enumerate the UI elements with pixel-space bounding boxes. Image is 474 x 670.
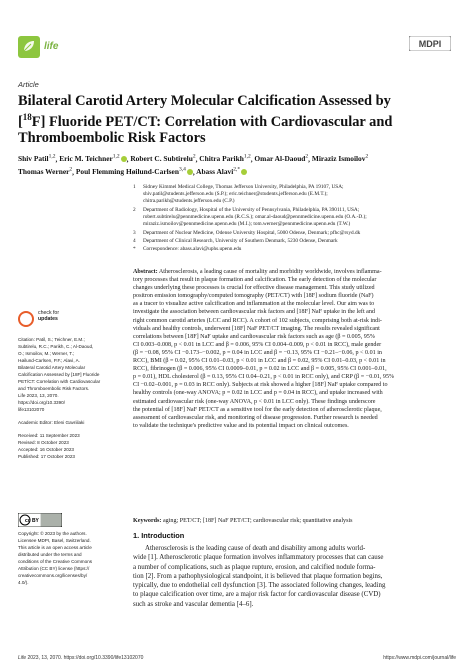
check-updates-link[interactable] — [38, 310, 59, 323]
author — [254, 154, 308, 163]
affiliation-line: Department of Clinical Research, University of Southern Denmark, 5230 Odense, Denmark — [143, 237, 338, 244]
section-heading-introduction: 1. Introduction — [133, 531, 185, 540]
abstract-text: CI 0.003–0.008, p < 0.01 in LCC and β = 0.006, 95% CI 0.004–0.009, p < 0.01 in RCC), male gender — [133, 341, 382, 348]
author — [312, 154, 368, 163]
abstract-line — [133, 357, 456, 365]
abstract-line — [133, 268, 456, 276]
affiliations — [133, 184, 453, 255]
copyright-line: This article is an open access article — [18, 545, 92, 550]
intro-line: to plaque calcification over time, are a major risk factor for cardiovascular disease (CVD) — [133, 591, 381, 599]
copyright-line: Licensee MDPI, Basel, Switzerland. — [18, 538, 91, 543]
citation-line: Life 2023, 13, 2070. — [18, 393, 59, 398]
author-name: Poul Flemming Høilund-Carlsen — [75, 167, 179, 177]
author-affiliation-marker: 1,2 — [48, 154, 56, 160]
author — [59, 154, 126, 163]
check-updates-line-1: check for — [38, 310, 60, 316]
author — [130, 154, 195, 163]
check-updates-icon[interactable] — [18, 311, 34, 327]
abstract-text: Atherosclerosis, a leading cause of mortality and morbidity worldwide, involves inflamma- — [158, 269, 382, 275]
abstract-text: as a tracer to visualize active calcification and inflammation at the molecular level. Our aim was to — [133, 301, 375, 308]
abstract-text: investigate the association between cardiovascular risk factors and [18F] NaF uptake in the left and — [133, 309, 375, 316]
author — [196, 167, 247, 176]
abstract-line — [133, 300, 456, 308]
copyright-line: Copyright: © 2023 by the authors. — [18, 531, 87, 536]
check-updates-line-2: updates — [38, 316, 58, 323]
journal-name: life — [44, 41, 59, 52]
title-bracket: [ — [18, 113, 23, 130]
affiliation-line: shiv.patil@students.jefferson.edu (S.P.); eric.teichner@students.jefferson.edu (E.M.T.); — [143, 191, 328, 198]
abstract-text: the potential of [18F] NaF PET/CT as a sensitive tool for the early detection of atherosclerotic plaque, — [133, 406, 382, 413]
abstract-line — [133, 365, 456, 373]
author-line-2: Thomas Werner$^2$, Poul Flemming Høilund-Carlsen$^{3,4}$ , Abass Alavi$^{2,*}$ — [18, 165, 458, 178]
citation-line: Høilund-Carlsen, P.F.; Alavi, A. — [18, 358, 80, 363]
intro-line: wide [1]. Atherosclerotic plaque formation involves inflammatory processes that can cause — [133, 554, 384, 562]
footer-journal: Life — [18, 655, 27, 661]
affiliation-line: Department of Radiology, Hospital of the University of Pennsylvania, Philadelphia, PA 390111, USA; — [143, 206, 360, 213]
author-affiliation-marker: 2 — [192, 154, 196, 160]
intro-line: a number of complications, such as plaque rupture, erosion, and calcified nodule forma- — [133, 563, 376, 571]
keywords — [133, 517, 456, 525]
paper-title — [18, 93, 458, 146]
publication-date: Accepted: 16 October 2023 — [18, 447, 74, 452]
author-affiliation-marker: 1,2 — [112, 154, 120, 160]
title-line-2 — [18, 109, 458, 130]
abstract-text: tory processes that result in plaque formation and calcification. The early detection of the molecular — [133, 277, 377, 284]
orcid-icon[interactable] — [121, 156, 127, 162]
abstract-text: p = 0.01), HDL cholesterol (β = 0.13, 95% CI 0.04–0.21, p < 0.01 in RCC only), and CRP (β = −0.01, 95% — [133, 374, 395, 381]
title-line-1: Bilateral Carotid Artery Molecular Calcification Assessed by — [18, 93, 391, 109]
abstract-line — [133, 406, 456, 414]
article-type: Article — [18, 80, 39, 89]
title-line-2-text: F] Fluoride PET/CT: Correlation with Cardiovascular and — [31, 113, 393, 130]
abstract-text: estimated cardiovascular risk (one-way ANOVA, p < 0.01 in LCC only). These findings underscore — [133, 398, 376, 405]
abstract-text: positron emission tomography/computed tomography (PET/CT) with [18F] sodium fluoride (NaF) — [133, 293, 374, 300]
affiliation-item — [133, 246, 453, 253]
citation-line: and Thromboembolic Risk Factors. — [18, 386, 90, 391]
copyright-line: 4.0/). — [18, 580, 29, 585]
abstract-text: changes underlying these processes is crucial for effective disease management. This study utilized — [133, 285, 375, 292]
leaf-icon — [20, 37, 38, 55]
citation-line: Bilateral Carotid Artery Molecular — [18, 365, 86, 370]
author — [18, 167, 72, 176]
abstract-line — [133, 389, 456, 397]
abstract-line — [133, 333, 456, 341]
intro-line: Atherosclerosis is the leading cause of death and disability among adults world- — [145, 545, 366, 552]
citation-line: Subtirelu, R.C.; Parikh, C.; Al-Daoud, — [18, 344, 94, 349]
affiliation-item — [133, 207, 453, 229]
abstract-line — [133, 292, 456, 300]
abstract-text: RCC), fibrinogen (β = 0.006, 95% CI 0.0009–0.01, p = 0.02 in LCC and β = 0.005, 95% CI 0.001–0.01, — [133, 366, 387, 373]
affiliation-number: 3 — [133, 229, 136, 236]
copyright-line: Attribution (CC BY) license (https:// — [18, 566, 90, 571]
abstract-text: CI −0.02–0.001, p = 0.03 in RCC only). Subjects at risk showed a higher [18F] NaF uptake compared to — [133, 382, 388, 389]
abstract-line — [133, 349, 456, 357]
abstract-text: to validate the technique's predictive value and its potential impact on clinical outcomes. — [133, 422, 349, 429]
abstract-line — [133, 317, 456, 325]
keywords-label: Keywords: — [133, 518, 162, 524]
author-name: Thomas Werner — [18, 167, 70, 177]
orcid-icon[interactable] — [241, 169, 247, 175]
affiliation-item — [133, 238, 453, 245]
citation-line: PET/CT: Correlation with Cardiovascular — [18, 379, 101, 384]
affiliation-item — [133, 184, 453, 206]
intro-line: typically, due to endothelial cell dysfunction [3]. The associated following changes, leading — [133, 582, 386, 590]
publication-dates — [18, 432, 118, 460]
publication-date: Revised: 8 October 2023 — [18, 440, 69, 445]
abstract-text: right common carotid arteries (LCC and RCC). A cohort of 102 subjects, comprising both at-risk indi- — [133, 317, 382, 324]
title-line-3: Thromboembolic Risk Factors — [18, 129, 206, 146]
intro-line: tion [2]. From a pathophysiological standpoint, it is believed that plaque formation begins, — [133, 572, 383, 580]
author-affiliation-marker: 2 — [69, 166, 73, 173]
footer-citation: 2023, 13, 2070. https://doi.org/10.3390/life13102070 — [26, 655, 144, 661]
affiliation-number: 1 — [133, 184, 136, 190]
citation-line: life13102070 — [18, 407, 45, 412]
mdpi-logo-text: MDPI — [418, 39, 442, 49]
author-affiliation-marker: 2,* — [233, 166, 241, 173]
abstract-line — [133, 325, 456, 333]
author-affiliation-marker: 2 — [305, 154, 309, 160]
author — [76, 167, 193, 176]
affiliation-number: 4 — [133, 237, 136, 244]
author-name: Robert C. Subtirelu — [130, 154, 193, 164]
author-affiliation-marker: 1,2 — [243, 154, 251, 160]
author-list — [18, 152, 458, 178]
copyright-notice — [18, 530, 118, 586]
affiliation-line: Department of Nuclear Medicine, Odense University Hospital, 5000 Odense, Denmark; pfhc@rsyd.dk — [143, 229, 361, 236]
abstract-line — [133, 398, 456, 406]
title-isotope: 18 — [22, 112, 32, 122]
abstract — [133, 268, 456, 430]
citation-line: https://doi.org/10.3390/ — [18, 400, 65, 405]
footer-journal-url[interactable]: https://www.mdpi.com/journal/life — [383, 655, 456, 661]
abstract-text: (β = −0.08, 95% CI −0.173–−0.002, p = 0.04 in LCC and β = −0.13, 95% CI −0.21–−0.06, p < 0.01 in — [133, 349, 382, 356]
copyright-line: distributed under the terms and — [18, 552, 82, 557]
affiliation-item — [133, 230, 453, 237]
author-name: Abass Alavi — [196, 167, 234, 177]
academic-editor: Academic Editor: Eleni Gavriilaki — [18, 420, 85, 425]
abstract-line — [133, 308, 456, 316]
intro-line: such as stroke and vascular dementia [4–6]. — [133, 600, 254, 608]
abstract-line — [133, 414, 456, 422]
abstract-line — [133, 381, 456, 389]
author-name: Miraziz Ismoilov — [311, 154, 366, 164]
author-name: Shiv Patil — [18, 154, 49, 164]
introduction-body — [133, 544, 456, 609]
author-name: Eric M. Teichner — [59, 154, 113, 164]
author — [18, 154, 55, 163]
copyright-line: creativecommons.org/licenses/by/ — [18, 573, 88, 578]
orcid-icon[interactable] — [187, 169, 193, 175]
affiliation-line: miraziz.ismoilov@pennmedicine.upenn.edu (M.I.); tom.werner@pennmedicine.upenn.edu (T.W.) — [143, 221, 351, 228]
abstract-text: assessment of cardiovascular risk, and monitoring of disease progression. Further research is needed — [133, 414, 378, 421]
abstract-line — [133, 284, 456, 292]
author-affiliation-marker: 3,4 — [178, 166, 186, 173]
citation-line: O.; Ismoilov, M.; Werner, T.; — [18, 351, 75, 356]
affiliation-line: robert.subtirelu@pennmedicine.upenn.edu (R.C.S.); omar.al-daoud@pennmedicine.upenn.edu (O.A.-D.); — [143, 214, 367, 220]
copyright-line: conditions of the Creative Commons — [18, 559, 93, 564]
publication-date: Published: 17 October 2023 — [18, 454, 75, 459]
sidebar-info — [18, 336, 118, 466]
author-line-1: Shiv Patil$^{1,2}$, Eric M. Teichner$^{1,2}$ , Robert C. Subtirelu$^2$, Chitra Parikh$^{1,2}$, Omar Al-Daoud$^2$, Miraziz Ismoilov$^2$ — [18, 154, 369, 164]
abstract-text: viduals and healthy controls, underwent [18F] NaF PET/CT imaging. The results revealed significant — [133, 325, 380, 332]
affiliation-number: 2 — [133, 206, 136, 213]
abstract-line — [133, 422, 456, 430]
author-affiliation-marker: 2 — [365, 154, 369, 160]
affiliation-line: Correspondence: abass.alavi@uphs.upenn.edu — [143, 246, 242, 253]
author — [199, 154, 250, 163]
citation-line: Citation: Patil, S.; Teichner, E.M.; — [18, 337, 85, 342]
publication-date: Received: 11 September 2023 — [18, 433, 80, 438]
abstract-text: correlations between [18F] NaF uptake and cardiovascular risk factors such as age (β = 0.005, 95% — [133, 333, 375, 340]
abstract-text: healthy controls (one-way ANOVA; p = 0.02 in LCC and p = 0.04 in RCC), and uptake increased with — [133, 390, 383, 397]
affiliation-number: * — [133, 246, 136, 253]
citation-line: Calcification Assessed by [18F] Fluoride — [18, 372, 100, 377]
cc-by-license-icon[interactable] — [18, 513, 62, 527]
author-name: Chitra Parikh — [199, 154, 244, 164]
abstract-label: Abstract: — [133, 269, 158, 275]
affiliation-line: chitra.parikh@students.jefferson.edu (C.P.) — [143, 198, 235, 205]
affiliation-line: Sidney Kimmel Medical College, Thomas Jefferson University, Philadelphia, PA 19107, USA; — [143, 184, 344, 190]
citation — [18, 336, 118, 413]
mdpi-logo — [409, 36, 451, 51]
cc-badge-text: cc BY — [25, 518, 39, 525]
abstract-line — [133, 276, 456, 284]
author-name: Omar Al-Daoud — [254, 154, 306, 164]
page-footer — [18, 655, 143, 661]
abstract-text: RCC), BMI (β = 0.02, 95% CI 0.01–0.03, p < 0.01 in LCC and β = 0.02, 95% CI 0.01–0.03, p < 0.01 in — [133, 358, 386, 365]
abstract-line — [133, 341, 456, 349]
keywords-text: aging; PET/CT; [18F] NaF PET/CT; cardiovascular risk; quantitative analysis — [162, 518, 353, 524]
abstract-line — [133, 373, 456, 381]
